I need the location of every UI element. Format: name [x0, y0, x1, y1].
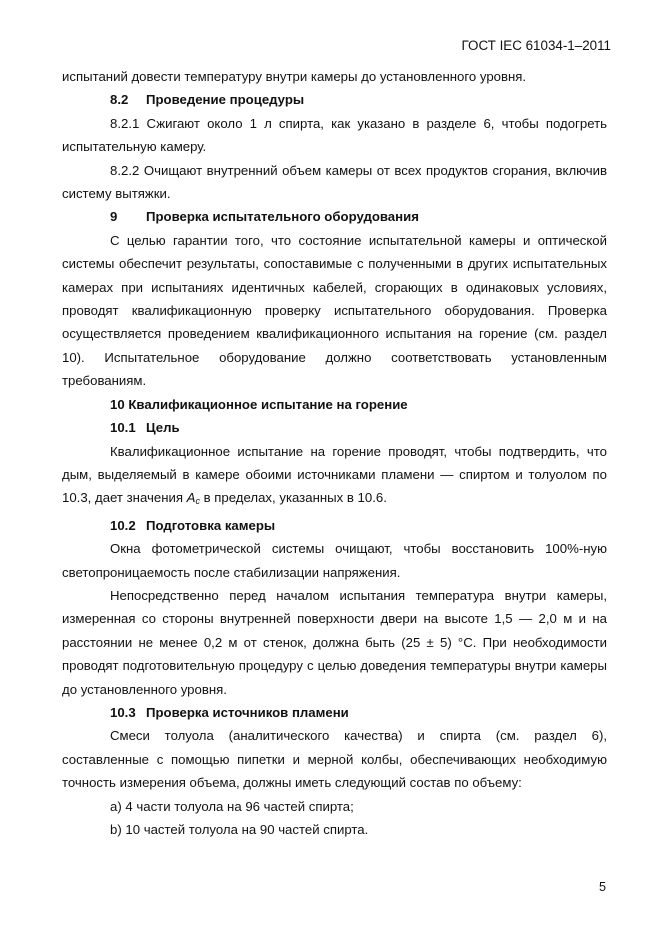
section-number: 10.2: [110, 517, 136, 533]
paragraph-10-1: [62, 440, 607, 514]
list-item-a: а) 4 части толуола на 96 частей спирта;: [110, 798, 354, 814]
section-title: Подготовка камеры: [146, 517, 276, 533]
section-number: 10.1: [110, 420, 136, 436]
section-heading-10-3: [62, 701, 607, 724]
section-title: Проверка источников пламени: [146, 704, 349, 720]
paragraph-10-3: Смеси толуола (аналитического качества) и спирта (см. раздел 6), составленные с помощью пипетки и мерной колбы, обеспечивающих необходимую точность измерения объема, должны иметь следующий состав по объему:: [62, 728, 607, 791]
paragraph-9: С целью гарантии того, что состояние испытательной камеры и оптической системы обеспечит результаты, сопоставимые с полученными в других испытательных камерах при испытаниях идентичных кабелей, сгорающих в одинаковых условиях, проводят квалификационную проверку испытательного оборудования. Проверка осуществляется проведением квалификационного испытания на горение (см. раздел 10). Испытательное оборудование должно соответствовать установленным требованиям.: [62, 232, 607, 389]
section-heading-9: [62, 205, 607, 228]
section-heading-10-1: [62, 416, 607, 439]
paragraph-text: в пределах, указанных в 10.6.: [199, 490, 387, 506]
paragraph-continuation: испытаний довести температуру внутри камеры до установленного уровня.: [62, 69, 527, 84]
section-heading-10: 10 Квалификационное испытание на горение: [110, 396, 408, 412]
section-number: 10.3: [110, 704, 136, 720]
paragraph-10-2-1: Окна фотометрической системы очищают, чтобы восстановить 100%-ную светопроницаемость после стабилизации напряжения.: [62, 541, 607, 580]
section-title: Цель: [146, 420, 180, 436]
paragraph-text: Квалификационное испытание на горение проводят, чтобы подтвердить, что дым, выделяемый в камере обоими источниками пламени — спиртом и толуолом по 10.3, дает значения: [62, 443, 607, 506]
section-heading-10-2: [62, 514, 607, 537]
paragraph-8-2-1: 8.2.1 Сжигают около 1 л спирта, как указано в разделе 6, чтобы подогреть испытательную камеру.: [62, 115, 607, 155]
variable-a: A: [186, 490, 196, 506]
section-title: Проведение процедуры: [146, 92, 305, 108]
list-item-b: b) 10 частей толуола на 90 частей спирта.: [110, 822, 369, 837]
document-body: [62, 65, 607, 841]
variable-subscript: c: [195, 496, 200, 507]
page-number: 5: [598, 880, 606, 894]
section-heading-8-2: [62, 88, 607, 111]
section-title: Проверка испытательного оборудования: [146, 209, 419, 225]
section-number: 8.2: [110, 92, 129, 108]
page-header-standard: ГОСТ IEC 61034-1–2011: [461, 38, 611, 53]
paragraph-8-2-2: 8.2.2 Очищают внутренний объем камеры от всех продуктов сгорания, включив систему вытяжки.: [62, 162, 607, 202]
paragraph-10-2-2: Непосредственно перед началом испытания температура внутри камеры, измеренная со стороны внутренней поверхности двери на высоте 1,5 — 2,0 м и на расстоянии не менее 0,2 м от стенок, должна быть (25 ± 5) °С. При необходимости проводят подготовительную процедуру с целью доведения температуры внутри камеры до установленного уровня.: [62, 587, 607, 697]
section-number: 9: [110, 209, 118, 225]
